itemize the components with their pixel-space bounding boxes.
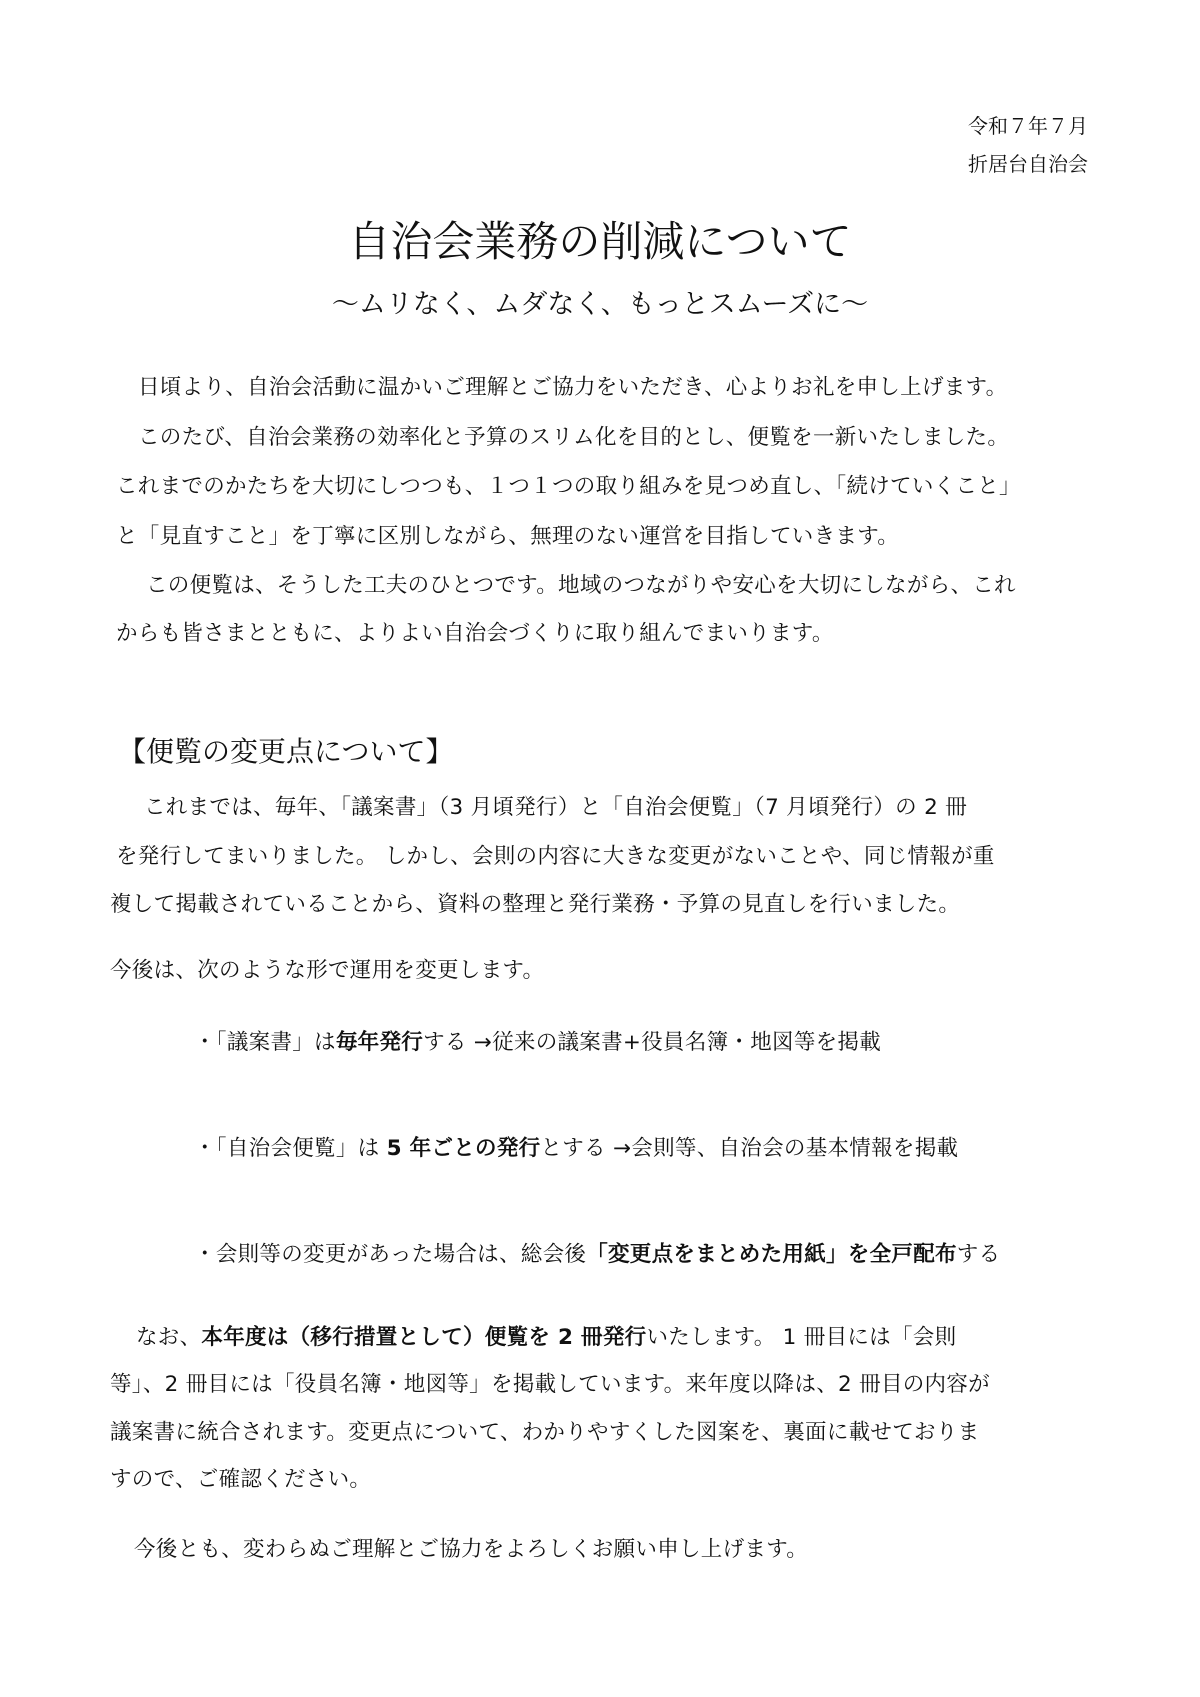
header-organization: 折居台自治会: [968, 152, 1088, 176]
bullet-item-3: [194, 1241, 1000, 1269]
intro-line-2: このたび、自治会業務の効率化と予算のスリム化を目的とし、便覧を一新いたしました。: [138, 425, 1010, 450]
intro-line-6: からも皆さまとともに、よりよい自治会づくりに取り組んでまいります。: [116, 621, 834, 646]
note-line-3: 議案書に統合されます。変更点について、わかりやすくした図案を、裏面に載せておりま: [110, 1420, 980, 1445]
section-heading-changes: 【便覧の変更点について】: [118, 735, 454, 768]
changes-line-3: 複して掲載されていることから、資料の整理と発行業務・予算の見直しを行いました。: [110, 892, 961, 917]
bullet-item-2: [194, 1135, 958, 1163]
intro-line-3: これまでのかたちを大切にしつつも、１つ１つの取り組みを見つめ直し、「続けていくこと」: [116, 474, 1021, 499]
note-line-1-emphasis: 本年度は（移行措置として）便覧を 2 冊発行: [201, 1325, 647, 1350]
bullet-item-1: [194, 1029, 881, 1057]
document-title: 自治会業務の削減について: [348, 217, 852, 266]
bullet-1-suffix: する →従来の議案書+役員名簿・地図等を掲載: [423, 1030, 882, 1055]
changes-lead: 今後は、次のような形で運用を変更します。: [110, 958, 545, 983]
header-date: 令和７年７月: [968, 114, 1088, 138]
note-line-1-suffix: いたします。 1 冊目には「会則: [646, 1325, 957, 1350]
bullet-1-emphasis: 毎年発行: [335, 1030, 424, 1055]
bullet-2-emphasis: 5 年ごとの発行: [386, 1136, 541, 1161]
note-line-1-prefix: なお、: [136, 1325, 202, 1350]
intro-line-1: 日頃より、自治会活動に温かいご理解とご協力をいただき、心よりお礼を申し上げます。: [138, 375, 1008, 400]
bullet-2-prefix: ・「自治会便覧」は: [194, 1136, 387, 1161]
changes-line-1: これまでは、毎年、「議案書」（3 月頃発行）と「自治会便覧」（7 月頃発行）の 2 冊: [144, 795, 968, 820]
bullet-3-prefix: ・会則等の変更があった場合は、総会後: [194, 1242, 587, 1267]
bullet-2-suffix: とする →会則等、自治会の基本情報を掲載: [540, 1136, 959, 1161]
document-subtitle: ～ムリなく、ムダなく、もっとスムーズに～: [331, 289, 869, 320]
intro-line-4: と「見直すこと」を丁寧に区別しながら、無理のない運営を目指していきます。: [116, 524, 900, 549]
intro-line-5: この便覧は、そうした工夫のひとつです。地域のつながりや安心を大切にしながら、これ: [146, 573, 1016, 598]
bullet-3-emphasis: 「変更点をまとめた用紙」を全戸配布: [586, 1242, 957, 1267]
closing-line: 今後とも、変わらぬご理解とご協力をよろしくお願い申し上げます。: [134, 1537, 809, 1562]
note-line-2: 等」、2 冊目には「役員名簿・地図等」を掲載しています。来年度以降は、2 冊目の内容が: [110, 1372, 990, 1397]
changes-line-2: を発行してまいりました。 しかし、会則の内容に大きな変更がないことや、同じ情報が重: [116, 844, 995, 869]
note-line-1: [136, 1324, 956, 1352]
note-line-4: すので、ご確認ください。: [110, 1467, 372, 1492]
bullet-1-prefix: ・「議案書」は: [194, 1030, 336, 1055]
bullet-3-suffix: する: [956, 1242, 1001, 1267]
